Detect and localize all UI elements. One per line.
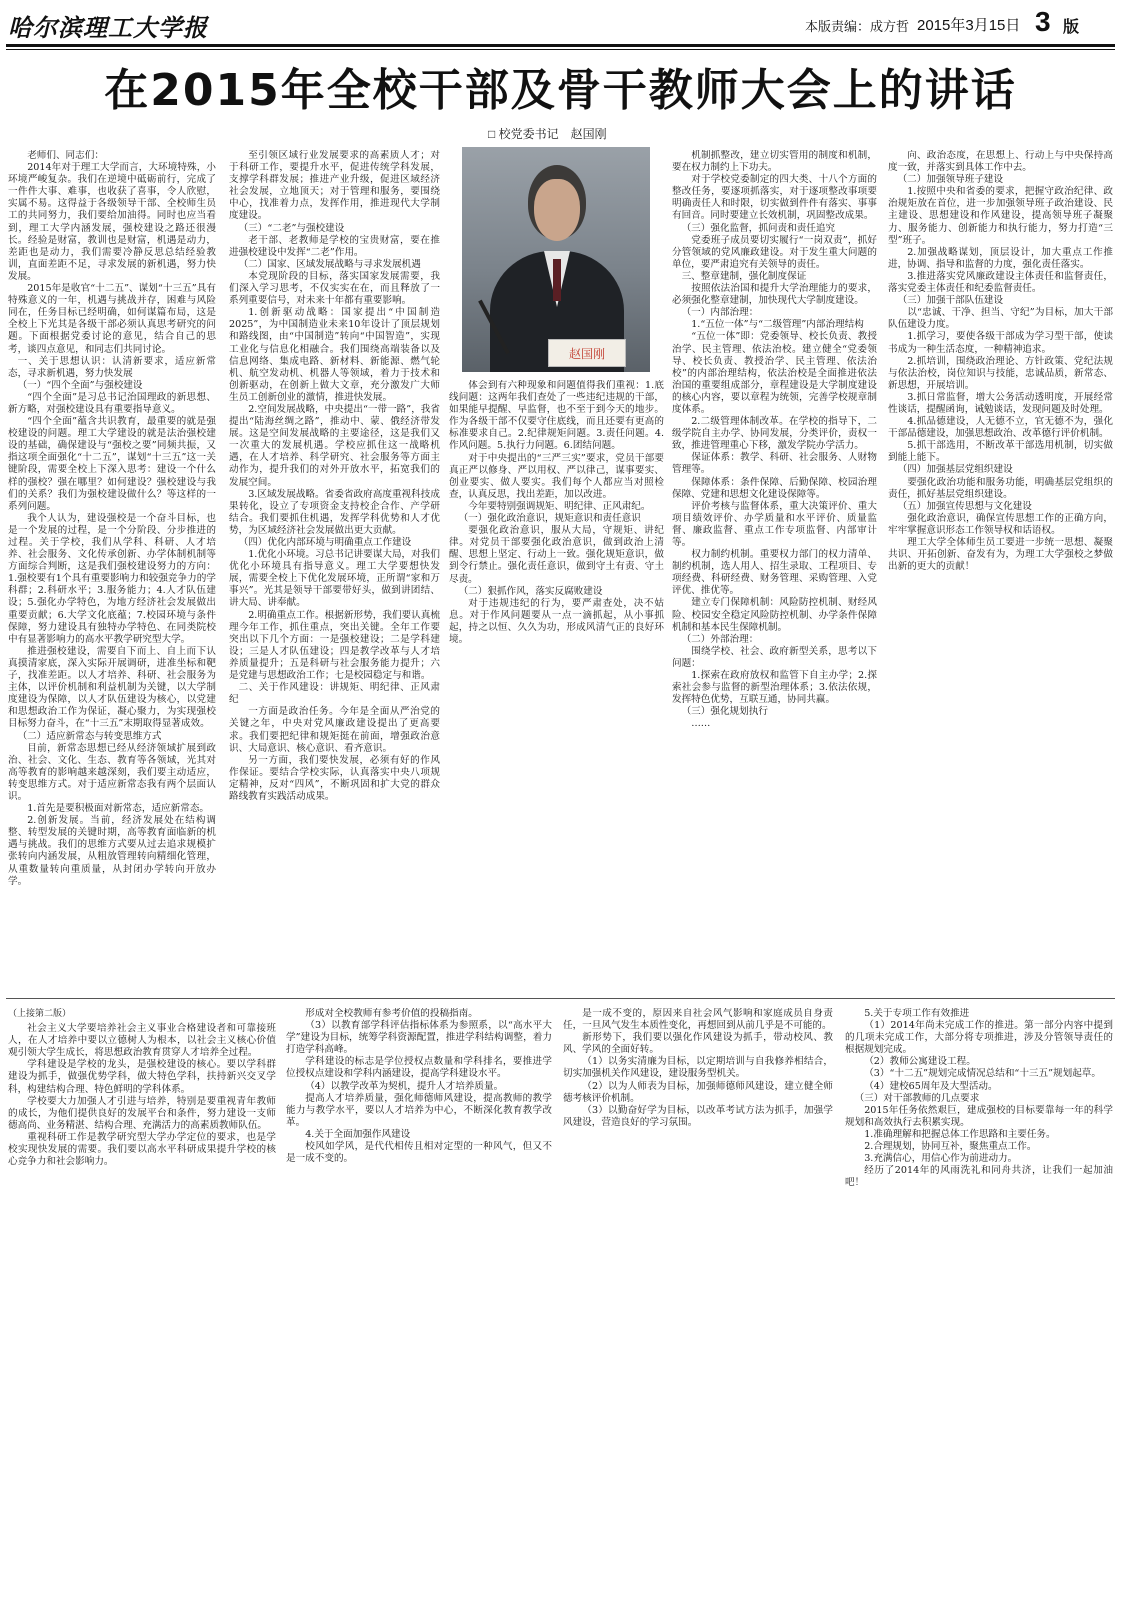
paragraph: 以“忠诚、干净、担当、守纪”为目标，加大干部队伍建设力度。 (888, 307, 1113, 331)
paragraph: 机制抓整改，建立切实管用的制度和机制，要在权力制约上下功夫。 (672, 150, 877, 174)
paragraph: （一）内部治理： (681, 307, 759, 319)
newspaper-name: 哈尔滨理工大学报 (8, 13, 208, 42)
paragraph: （二）国家、区域发展战略与寻求发展机遇 (238, 258, 421, 270)
paragraph: 学科建设是学校的龙头，是强校建设的核心。要以学科群建设为抓手，做强优势学科，做大特色学科，扶持新兴交叉学科，构建结构合理、特色鲜明的学科体系。 (8, 1059, 276, 1095)
paragraph: 3.抓日常监督，增大公务活动透明度，开展经常性谈话，提醒函询，诫勉谈话，发现问题及时处理。 (888, 391, 1113, 415)
paragraph: 学科建设的标志是学位授权点数量和学科排名，要推进学位授权点建设和学科内涵建设，提高学科建设水平。 (286, 1056, 552, 1080)
paragraph: 要强化政治功能和服务功能，明确基层党组织的责任，抓好基层党组织建设。 (888, 476, 1113, 500)
paragraph: 学校要大力加强人才引进与培养，特别是要重视青年教师的成长，为他们提供良好的发展平台和条件，努力建设一支师德高尚、业务精湛、结构合理、充满活力的高素质教师队伍。 (8, 1095, 276, 1131)
paragraph: 1.创新驱动战略：国家提出“中国制造2025”，为中国制造业未来10年设计了顶层规划和路线图，由“中国制造”转向“中国智造”，实现工业化与信息化相融合。我们围绕高端装备以及信息网络、集成电路、新材料、新能源、燃气轮机、航空发动机、机器人等领域，着力于技术和创新驱动，在创新上做大文章，充分激发广大师生员工创新创业的激情，推进快发展。 (229, 307, 440, 403)
section-divider (6, 998, 1115, 999)
masthead (0, 0, 1121, 44)
paragraph: 1.首先是要积极面对新常态，适应新常态。 (27, 803, 210, 815)
paragraph: 提高人才培养质量，强化师德师风建设，提高教师的教学能力与教学水平，要以人才培养为中心，不断深化教育教学改革。 (286, 1092, 552, 1128)
paragraph: 4.抓品德建设，人无德不立，官无德不为，强化干部品德建设，加强思想政治、改革德行评价机制。 (888, 416, 1113, 440)
paragraph: 本党现阶段的目标，落实国家发展需要，我们深入学习思考，不仅实实在在，而且释放了一系列重要信号，对未来十年都有重要影响。 (229, 270, 440, 307)
article-column-5 (888, 150, 1113, 988)
paragraph: 是一成不变的，原因来自社会风气影响和家庭成员自身责任，一旦风气发生本质性变化，再想回到从前几乎是不可能的。 (563, 1008, 833, 1032)
paragraph: （3）以勤奋好学为目标，以改革考试方法为抓手，加强学风建设，营造良好的学习氛围。 (563, 1104, 833, 1128)
paragraph: “四个全面”是习总书记治国理政的新思想、新方略，对强校建设具有重要指导意义。 (8, 391, 216, 415)
byline: □ 校党委书记 赵国刚 (488, 127, 607, 141)
page-unit: 版 (1063, 19, 1080, 36)
paragraph: 1.按照中央和省委的要求，把握守政治纪律、政治规矩放在首位，进一步加强领导班子政治建设、民主建设、思想建设和作风建设，提高领导班子凝聚力、服务能力、创新能力和执行能力，努力打造“三型”班子。 (888, 186, 1113, 246)
paragraph: 对于学校党委制定的四大类、十八个方面的整改任务，要逐项抓落实，对于逐项整改事项要明确责任人和时限，切实做到件件有落实、事事有回音。同时要建立长效机制，巩固整改成果。 (672, 174, 877, 222)
paragraph: （四）优化内部环境与明确重点工作建设 (238, 537, 412, 548)
paragraph: 1.优化小环境。习总书记讲要谋大局，对我们优化小环境具有指导意义。理工大学要想快发展，需要全校上下优化发展环境，正所谓“家和万事兴”。光其是领导干部要带好头，做到讲团结、讲大局、讲奉献。 (229, 549, 440, 609)
continued-column-1 (8, 1008, 276, 1594)
continued-column-3 (563, 1008, 833, 1594)
paragraph: 4.关于全面加强作风建设 (305, 1128, 411, 1140)
paragraph: 目前，新常态思想已经从经济领域扩展到政治、社会、文化、生态、教育等各领域，光其对高等教育的影响越来越深刻，我们要主动适应，转变思维方式。对于适应新常态我有两个层面认识。 (8, 742, 216, 802)
paragraph: 1.抓学习，要使各级干部成为学习型干部，使读书成为一种生活态度，一种精神追求。 (888, 331, 1113, 355)
paragraph: 围绕学校、社会、政府新型关系，思考以下问题： (672, 645, 877, 669)
paragraph: （五）加强宣传思想与文化建设 (897, 500, 1032, 512)
paragraph: 1.探索在政府放权和监管下自主办学；2.探索社会参与监督的新型治理体系；3.依法依规，发挥特色优势，互联互通，协同共赢。 (672, 670, 877, 706)
photo-face (534, 179, 580, 241)
paragraph: 评价考核与监督体系，重大决策评价、重大项目绩效评价、办学质量和水平评价、质量监督、廉政监督、重点工作专项监督、内部审计等。 (672, 500, 877, 548)
nameplate-text: 赵国刚 (568, 347, 605, 361)
paragraph: 按照依法治国和提升大学治理能力的要求，必须强化整章建制，加快现代大学制度建设。 (672, 283, 877, 307)
page-number: 3 (1035, 6, 1051, 37)
article-column-2 (229, 150, 440, 988)
paragraph: …… (691, 718, 711, 730)
photo-nameplate (548, 339, 626, 367)
paragraph: 2015年任务依然艰巨，建成强校的目标要靠每一年的科学规划和高效执行去积累实现。 (845, 1104, 1113, 1128)
paragraph: 一、关于思想认识：认清新要求，适应新常态，寻求新机遇，努力快发展 (8, 355, 216, 379)
paragraph: 5.抓干部选用，不断改革干部选用机制，切实做到能上能下。 (888, 440, 1113, 464)
paragraph: （一）“四个全面”与强校建设 (17, 379, 143, 391)
photo-tie (553, 259, 561, 301)
paragraph: 向、政治态度，在思想上、行动上与中央保持高度一致，并落实到具体工作中去。 (888, 150, 1113, 174)
paragraph: 建立专门保障机制：风险防控机制、财经风险、校园安全稳定风险防控机制、办学条件保障机制和基本民生保障机制。 (672, 597, 877, 633)
article-column-3 (449, 380, 664, 988)
paragraph: 推进强校建设，需要自下而上、自上而下认真摸清家底，深入实际开展调研，进准坐标和靶子，找准差距。以人才培养、科研、社会服务为主体，以评价机制和利益机制为关键，以大学制度建设为保障，以人才队伍建设为核心，以党建和思想政治工作为保证，凝心聚力，为实现强校目标努力奋斗，在“十三五”末期取得显著成效。 (8, 645, 216, 730)
paragraph: 重视科研工作是教学研究型大学办学定位的要求，也是学校实现快发展的需要。我们要以高水平科研成果提升学校的核心竞争力和社会影响力。 (8, 1131, 276, 1168)
paragraph: 体会到有六种现象和问题值得我们重视：1.底线问题：这两年我们查处了一些违纪违规的干部，如果能早提醒、早监督，也不至于到今天的地步。作为各级干部不仅要守住底线，而且还要有更高的标准要求自己。2.纪律规矩问题。3.责任问题。4.作风问题。5.执行力问题。6.团结问题。 (449, 380, 664, 452)
issue-date: 2015年3月15日 (917, 17, 1021, 34)
paragraph: 2015年是收官“十二五”、谋划“十三五”具有特殊意义的一年，机遇与挑战并存，困难与风险同在，任务目标已经明确，如何谋篇布局，这是全校上下光其是各级干部必须认真思考研究的问题。下面根据党委讨论的意见，结合自己的思考，谈四点意见，和同志们共同讨论。 (8, 283, 216, 355)
paragraph: 党委班子成员要切实履行“一岗双责”，抓好分管领域的党风廉政建设。对于发生重大问题的单位，要严肃追究有关领导的责任。 (672, 234, 877, 270)
paragraph: 3.充满信心，用信心作为前进动力。 (864, 1153, 1018, 1165)
paragraph: 强化政治意识，确保宣传思想工作的正确方向，牢牢掌握意识形态工作领导权和话语权。 (888, 512, 1113, 536)
paragraph: 2.空间发展战略，中央提出“一带一路”，我省提出“陆海丝绸之路”，推动中、蒙、俄经济带发展。这是空间发展战略的主要途径，这是我们又一次重大的发展机遇。学校应抓住这一战略机遇，在人才培养、科学研究、社会服务等方面主动作为，提升我们的对外开放水平，拓宽我们的发展空间。 (229, 403, 440, 488)
paragraph: 1.“五位一体”与“二级管理”内部治理结构 (691, 319, 864, 331)
paragraph: 3.推进落实党风廉政建设主体责任和监督责任，落实党委主体责任和纪委监督责任。 (888, 270, 1113, 295)
headline: 在2015年全校干部及骨干教师大会上的讲话 (104, 65, 1017, 116)
paragraph: 理工大学全体师生员工要进一步统一思想、凝聚共识、开拓创新、奋发有为，为理工大学强校之梦做出新的更大的贡献！ (888, 537, 1113, 573)
continued-column-2 (286, 1008, 552, 1594)
paragraph: （1）2014年尚未完成工作的推进。第一部分内容中提到的几项未完成工作，大部分将专项推进，涉及分管领导责任的根据规划完成。 (845, 1020, 1113, 1056)
article-column-4 (672, 150, 877, 988)
paragraph: （2）以为人师表为目标，加强师德师风建设，建立健全师德考核评价机制。 (563, 1080, 833, 1104)
paragraph: 2.合理规划，协同互补，聚焦重点工作。 (864, 1141, 1037, 1153)
paragraph: （1）以务实清廉为目标，以定期培训与自我修养相结合，切实加强机关作风建设，建设服务型机关。 (563, 1056, 833, 1080)
paragraph: 3.区域发展战略。省委省政府高度重视科技成果转化，设立了专项资金支持校企合作、产学研结合。我们要抓住机遇，发挥学科优势和人才优势，为区域经济社会发展做出更大贡献。 (229, 488, 440, 536)
paragraph: 形成对全校教师有参考价值的投稿指南。 (305, 1008, 478, 1019)
paragraph: 新形势下，我们要以强化作风建设为抓手，带动校风、教风、学风的全面好转。 (563, 1032, 833, 1056)
paragraph: 另一方面，我们要快发展，必须有好的作风作保证。要结合学校实际，认真落实中央八项规定精神，反对“四风”，不断巩固和扩大党的群众路线教育实践活动成果。 (229, 754, 440, 802)
paragraph: 5.关于专项工作有效推进 (864, 1008, 970, 1019)
paragraph: （三）强化监督，抓问责和责任追究 (681, 222, 836, 234)
paragraph: （二）狠抓作风，落实反腐败建设 (458, 585, 603, 597)
paragraph: 今年要特别强调规矩、明纪律、正风肃纪。 (468, 500, 651, 512)
paragraph: （4）建校65周年及大型活动。 (864, 1080, 998, 1092)
paragraph: 老干部、老教师是学校的宝贵财富，要在推进强校建设中发挥“二老”作用。 (229, 234, 440, 258)
paragraph: （3）“十二五”规划完成情况总结和“十三五”规划起草。 (864, 1068, 1101, 1080)
paragraph: 老师们、同志们： (27, 150, 104, 161)
paragraph: （3）以教育部学科评估指标体系为参照系，以“高水平大学”建设为目标，统筹学科资源配置，推进学科结构调整，着力打造学科高峰。 (286, 1020, 552, 1056)
paragraph: 权力制约机制。重要权力部门的权力清单、制约机制，选人用人、招生录取、工程项目、专项经费、科研经费、财务管理、采购管理、入党评优、推优等。 (672, 549, 877, 597)
paragraph: 对于中央提出的“三严三实”要求，党员干部要真正严以修身、严以用权、严以律己，谋事要实、创业要实、做人要实。我们每个人都应当对照检查，认真反思，找出差距，加以改进。 (449, 452, 664, 500)
paragraph: 校风如学风，是代代相传且相对定型的一种风气，但又不是一成不变的。 (286, 1141, 552, 1165)
paragraph: 1.准确理解和把握总体工作思路和主要任务。 (864, 1128, 1056, 1140)
page-editor: 本版责编：成方哲 (805, 19, 910, 34)
paragraph: 2014年对于理工大学而言，大环境特殊，小环境严峻复杂。我们在逆境中砥砺前行，完成了一件件大事、难事，也收获了喜事，令人欣慰，实属不易。这得益于各级领导干部、全校师生员工的共同努力，我们要给加油得。同时也应当看到，理工大学内涵发展，强校建设之路还很漫长。经验是财富，教训也是财富，机遇是动力，差距也是动力，我们需要冷静反思总结经验教训，直面差距不足，寻求发展的新机遇，努力快发展。 (8, 162, 216, 282)
paragraph: 保障体系：条件保障、后勤保障、校园治理保障、党建和思想文化建设保障等。 (672, 476, 877, 500)
paragraph: 2.抓培训，围绕政治理论、方针政策、党纪法规与依法治校，岗位知识与技能，忠诚品质，新常态、新思想，开展培训。 (888, 355, 1113, 391)
paragraph: 经历了2014年的风雨洗礼和同舟共济，让我们一起加油吧！ (845, 1165, 1113, 1189)
paragraph: （三）强化规划执行 (681, 706, 768, 718)
article-column-1 (8, 150, 216, 988)
paragraph: （二）加强领导班子建设 (897, 174, 1004, 186)
paragraph: 我个人认为，建设强校是一个奋斗目标，也是一个发展的过程，是一个分阶段、分步推进的过程。关于学校，我们从学科、科研、人才培养、社会服务、文化传承创新、办学体制机制等方面综合判断，这是我们强校建设努力的方向：1.强校要有1个具有重要影响力和较强竞争力的学科群；2.科研水平；3.服务能力；4.人才队伍建设；5.强化办学特色，为地方经济社会发展做出重要贡献；6.大学文化底蕴；7.校园环境与条件保障，努力建设具有独特办学特色、在同类院校中有显著影响力的高水平教学研究型大学。 (8, 512, 216, 645)
paragraph: （二）适应新常态与转变思维方式 (17, 730, 162, 742)
paragraph: （二）外部治理： (681, 633, 759, 645)
paragraph: 一方面是政治任务。今年是全面从严治党的关键之年，中央对党风廉政建设提出了更高要求。我们要把纪律和规矩挺在前面，增强政治意识、大局意识、核心意识、看齐意识。 (229, 706, 440, 754)
paragraph: 2.加强战略谋划，顶层设计，加大重点工作推进，协调、指导和监督的力度，强化责任落实。 (888, 246, 1113, 270)
paragraph: 要强化政治意识，服从大局，守规矩、讲纪律。对党员干部要强化政治意识，做到政治上清醒、思想上坚定、行动上一致。强化规矩意识，做到令行禁止。强化责任意识，做到守土有责、守土尽责。 (449, 525, 664, 585)
paragraph: 2.明确重点工作。根据新形势，我们要认真梳理今年工作，抓住重点，突出关键。全年工作要突出以下几个方面：一是强校建设；二是学科建设；三是人才队伍建设；四是教学改革与人才培养质量提升；五是科研与社会服务能力提升；六是党建与思想政治工作；七是校园稳定与和谐。 (229, 609, 440, 682)
header-rule (6, 44, 1115, 47)
header-rule-thin (6, 49, 1115, 50)
paragraph: 2.创新发展。当前，经济发展处在结构调整、转型发展的关键时期，高等教育面临新的机遇与挑战。我们的思维方式要从过去追求规模扩张转向内涵发展，从粗放管理转向精细化管理，从重数量转向重质量，从封闭办学转向开放办学。 (8, 815, 216, 887)
paragraph: 2.二级管理体制改革。在学校的指导下，二级学院自主办学、协同发展，分类评价，责权一致，推进管理重心下移，激发学院办学活力。 (672, 416, 877, 452)
paragraph: （4）以教学改革为契机，提升人才培养质量。 (305, 1080, 504, 1092)
paragraph: （2）教师公寓建设工程。 (864, 1056, 976, 1068)
continuation-label: （上接第二版） (8, 1009, 72, 1019)
speaker-photo (462, 147, 650, 372)
paragraph: （四）加强基层党组织建设 (897, 464, 1013, 476)
paragraph: 对于违规违纪的行为，要严肃查处，决不姑息。对于作风问题要从一点一滴抓起，从小事抓起，持之以恒、久久为功，形成风清气正的良好环境。 (449, 597, 664, 645)
paragraph: （三）“二老”与强校建设 (238, 222, 345, 234)
paragraph: 保证体系：教学、科研、社会服务、人财物管理等。 (672, 452, 877, 476)
paragraph: 二、关于作风建设：讲规矩、明纪律、正风肃纪 (229, 682, 440, 706)
paragraph: 社会主义大学要培养社会主义事业合格建设者和可靠接班人，在人才培养中要以立德树人为根本，以社会主义核心价值观引领大学生成长，将思想政治教育贯穿人才培养全过程。 (8, 1023, 276, 1059)
paragraph: （一）强化政治意识，规矩意识和责任意识 (458, 513, 641, 525)
continued-column-4 (845, 1008, 1113, 1594)
paragraph: 三、整章建制，强化制度保证 (681, 270, 807, 282)
paragraph: “五位一体”即：党委领导、校长负责、教授治学、民主管理、依法治校。建立健全“党委领导、校长负责、教授治学、民主管理、依法治校”的内部治理结构，依法治校是全面推进依法治国的重要组成部分，章程建设是大学制度建设的核心内容，要以章程为统领，完善学校规章制度体系。 (672, 331, 877, 415)
paragraph: （三）对干部教师的几点要求 (854, 1092, 980, 1104)
paragraph: 至引领区域行业发展要求的高素质人才；对于科研工作，要提升水平，促进传统学科发展，支撑学科群发展；推进产业升级，促进区域经济社会发展，立地顶天；对于管理和服务，要围绕中心，找准着力点，发挥作用，推进现代大学制度建设。 (229, 150, 440, 222)
paragraph: （三）加强干部队伍建设 (897, 295, 1004, 307)
paragraph: “四个全面”蕴含共识教育，最重要的就是强校建设的问题。理工大学建设的就是法治强校建设的基础，确保建设与“强校之要”同频共振，又指这项全面强化“十二五”，谋划“十三五”这一关键阶段，需要全校上下深入思考：建设一个什么样的强校？强在哪里？如何建设？强校建设与我们的关系？我们为强校建设做什么？等这样的一系列问题。 (8, 416, 216, 512)
